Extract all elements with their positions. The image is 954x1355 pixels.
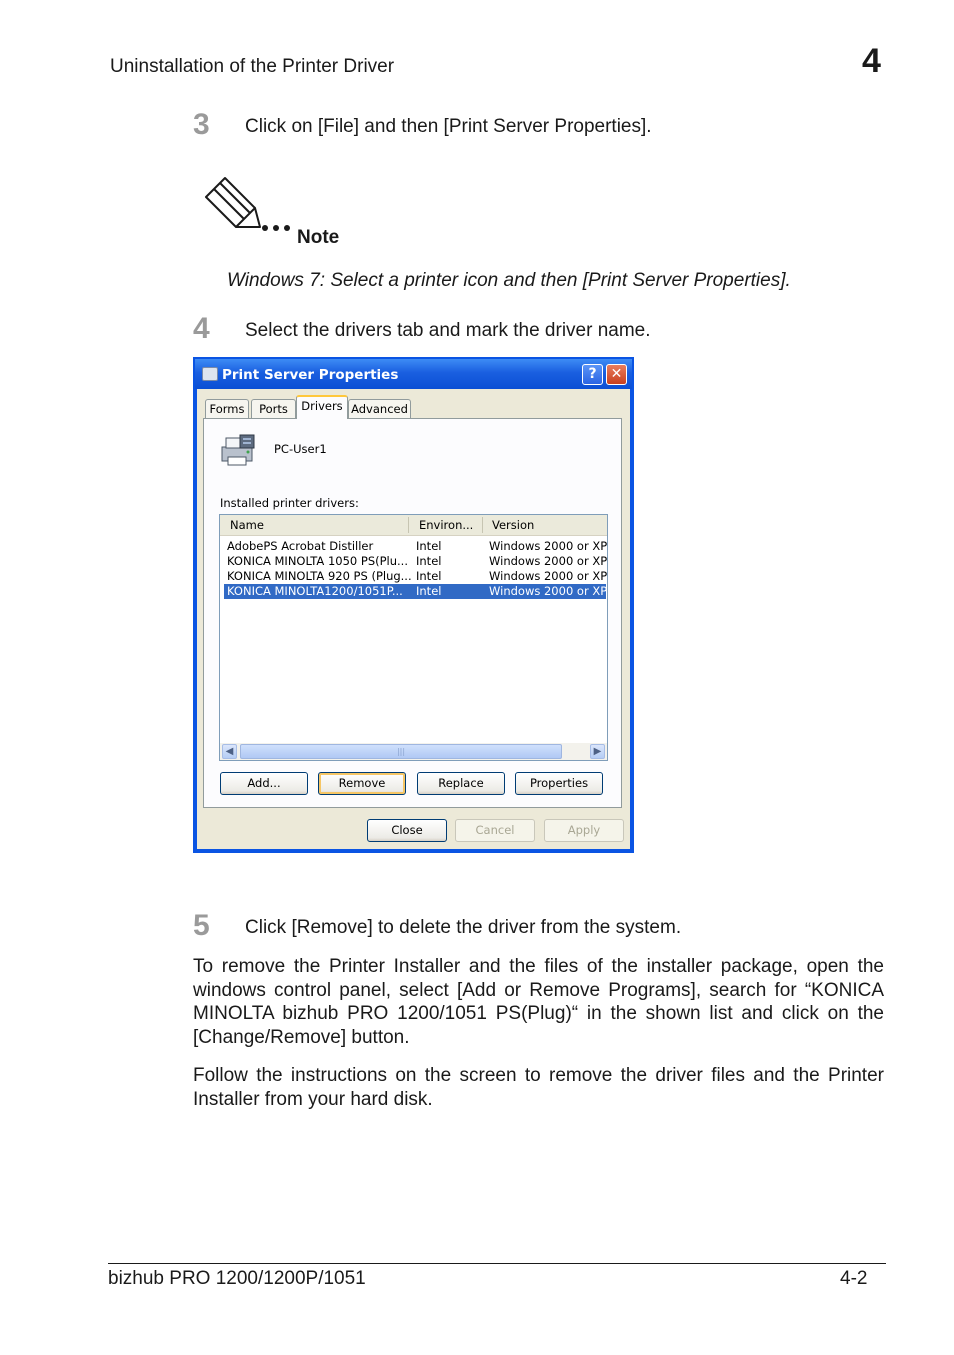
driver-environment: Intel [416, 569, 442, 583]
column-divider[interactable] [408, 517, 409, 533]
cancel-button[interactable]: Cancel [455, 819, 535, 842]
uninstall-installer-paragraph: To remove the Printer Installer and the files of the installer package, open the windows control panel, select [Add or Remove Programs], search for “KONICA MINOLTA bizhub PRO 1200/1051 PS(Plug)“ in the shown list and click on the [Change/Remove] button. [193, 956, 884, 1048]
driver-environment: Intel [416, 554, 442, 568]
driver-environment: Intel [416, 539, 442, 553]
installed-drivers-list[interactable] [219, 514, 608, 761]
tab-advanced[interactable]: Advanced [348, 399, 411, 418]
column-version[interactable]: Version [492, 518, 535, 532]
driver-environment: Intel [416, 584, 442, 598]
step-text: Select the drivers tab and mark the driver name. [245, 320, 651, 341]
print-server-icon [220, 433, 256, 467]
driver-version: Windows 2000 or XP [489, 569, 608, 583]
footer-divider [108, 1263, 886, 1264]
properties-button[interactable]: Properties [515, 772, 603, 795]
dialog-title: Print Server Properties [222, 367, 399, 383]
note-text: Windows 7: Select a printer icon and then [Print Server Properties]. [227, 270, 791, 291]
note-pencil-icon [203, 175, 295, 235]
list-item[interactable] [224, 539, 606, 554]
scroll-right-icon[interactable]: ▶ [590, 744, 605, 759]
note-label: Note [297, 227, 340, 248]
scroll-left-icon[interactable]: ◀ [222, 744, 237, 759]
print-server-properties-dialog [193, 357, 634, 853]
column-divider[interactable] [482, 517, 483, 533]
driver-version: Windows 2000 or XP [489, 554, 608, 568]
driver-name: KONICA MINOLTA1200/1051P... [227, 584, 403, 598]
list-item[interactable] [224, 554, 606, 569]
tab-forms[interactable]: Forms [205, 399, 249, 418]
header-title: Uninstallation of the Printer Driver [110, 56, 395, 77]
server-name: PC-User1 [274, 442, 327, 456]
tab-ports[interactable]: Ports [251, 399, 296, 418]
driver-version: Windows 2000 or XP [489, 584, 608, 598]
close-button[interactable]: Close [367, 819, 447, 842]
list-item[interactable] [224, 569, 606, 584]
driver-name: KONICA MINOLTA 1050 PS(Plu... [227, 554, 408, 568]
list-header [220, 515, 607, 536]
scrollbar-thumb[interactable]: ||| [240, 744, 562, 759]
add-button[interactable]: Add... [220, 772, 308, 795]
help-button[interactable]: ? [582, 364, 603, 385]
replace-button[interactable]: Replace [417, 772, 505, 795]
printer-icon [202, 367, 218, 381]
close-window-button[interactable]: ✕ [606, 364, 627, 385]
step-number: 5 [193, 909, 210, 942]
step-text: Click [Remove] to delete the driver from the system. [245, 917, 682, 938]
footer-model: bizhub PRO 1200/1200P/1051 [108, 1268, 366, 1289]
drivers-tab-panel [203, 418, 622, 808]
step-number: 3 [193, 108, 210, 141]
dialog-body [197, 389, 630, 849]
footer-page-number: 4-2 [840, 1268, 868, 1289]
driver-name: KONICA MINOLTA 920 PS (Plug... [227, 569, 412, 583]
column-name[interactable]: Name [230, 518, 264, 532]
list-item-selected[interactable] [224, 584, 606, 599]
driver-name: AdobePS Acrobat Distiller [227, 539, 374, 553]
step-text: Click on [File] and then [Print Server Properties]. [245, 116, 652, 137]
installed-drivers-label: Installed printer drivers: [220, 496, 359, 510]
remove-button[interactable]: Remove [318, 772, 406, 795]
step-number: 4 [193, 312, 210, 345]
tab-drivers[interactable]: Drivers [296, 395, 348, 419]
follow-instructions-paragraph: Follow the instructions on the screen to remove the driver files and the Printer Installer from your hard disk. [193, 1065, 884, 1110]
dialog-title-bar[interactable] [195, 359, 632, 389]
driver-version: Windows 2000 or XP [489, 539, 608, 553]
horizontal-scrollbar[interactable] [220, 743, 607, 760]
apply-button[interactable]: Apply [544, 819, 624, 842]
column-environment[interactable]: Environ... [419, 518, 474, 532]
chapter-number: 4 [862, 42, 881, 80]
